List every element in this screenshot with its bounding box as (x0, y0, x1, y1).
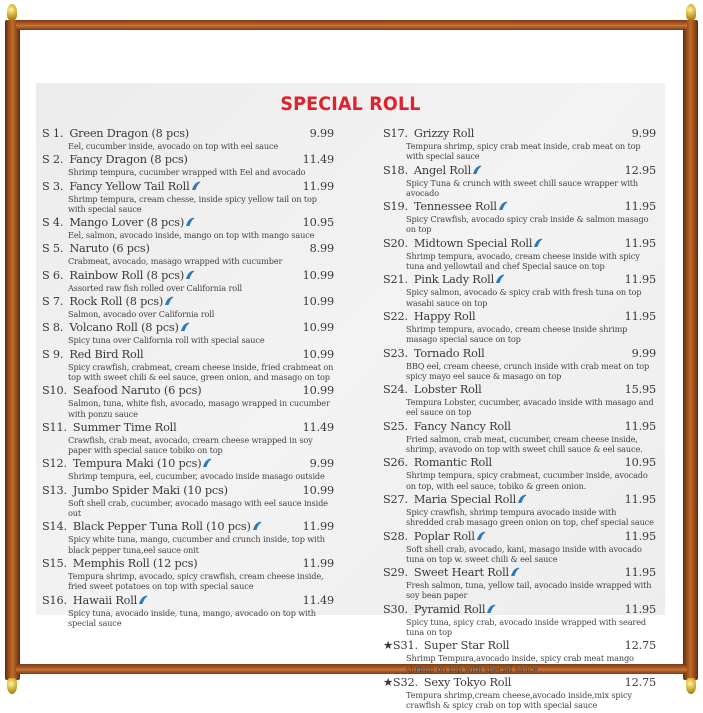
menu-item-number: S13. (42, 483, 67, 497)
menu-item-description: Fried salmon, crab meat, cucumber, cream cheese inside, shrimp, avavodo on top with sweet chill sauce & eel sauce. (406, 433, 643, 455)
menu-item-number: S20. (383, 236, 408, 250)
menu-item-price: 11.49 (302, 593, 334, 607)
menu-item-name (414, 164, 625, 178)
menu-item (383, 127, 656, 162)
menu-item-name (69, 153, 302, 167)
menu-item-header (383, 639, 656, 653)
menu-item-number: S12. (42, 457, 67, 471)
menu-item-description: Shrimp tempura, avocado, cream cheese inside with spicy tuna and yellowtail and chef Special sauce on top (406, 250, 640, 272)
menu-item-number: S26. (383, 456, 408, 470)
raw-fish-icon (185, 270, 195, 280)
menu-item-number: S21. (383, 273, 408, 287)
menu-item (42, 594, 334, 629)
menu-item-number: ★S32. (383, 675, 418, 689)
menu-item-name-text: Fancy Nancy Roll (413, 419, 511, 433)
menu-item-description: Soft shell crab, cucumber, avocado masago with eel sauce inside out (68, 497, 328, 519)
menu-item-name (414, 603, 625, 617)
menu-item-name (73, 457, 310, 471)
menu-item-description: Eel, cucumber inside, avocado on top with eel sauce (68, 141, 279, 151)
menu-item-name-text: Sweet Heart Roll (413, 566, 509, 580)
raw-fish-icon (472, 165, 482, 175)
menu-item-price: 10.99 (302, 321, 334, 335)
menu-item-price: 8.99 (309, 242, 334, 256)
menu-item-name (414, 237, 625, 251)
menu-item (42, 269, 334, 293)
menu-item-header (42, 594, 334, 608)
menu-item-description: Spicy Crawfish, avocado spicy crab inside & salmon masago on top (406, 214, 649, 235)
menu-item (383, 420, 656, 455)
menu-item-description: Crawfish, crab meat, avocado, crearn cheese wrapped in soy paper with special sauce tobiko on top (68, 434, 313, 456)
menu-item-header (383, 347, 656, 361)
menu-item-name (414, 127, 632, 141)
menu-item-header (383, 420, 656, 434)
menu-item-description: Shrimp tempura, eel, cucumber, avocado inside masago outside (68, 471, 325, 482)
menu-item-name-text: Tempura Maki (10 pcs) (72, 457, 202, 471)
menu-item-name-text: Hawaii Roll (72, 593, 138, 607)
menu-item-name-text: Jumbo Spider Maki (10 pcs) (72, 483, 228, 497)
menu-item-price: 11.95 (624, 419, 656, 433)
menu-item-name-text: Naruto (6 pcs) (69, 242, 150, 256)
menu-item-number: S28. (383, 529, 408, 543)
menu-item-description: Eel, salmon, avocado inside, mango on top with mango sauce (68, 230, 315, 241)
menu-item-name (73, 520, 303, 534)
menu-item-number: S23. (383, 346, 408, 360)
menu-item-name-text: Lobster Roll (413, 383, 482, 397)
menu-item-number: S19. (383, 200, 408, 214)
menu-item-price: 11.95 (624, 602, 656, 616)
menu-item-name-text: Rainbow Roll (8 pcs) (69, 268, 185, 282)
menu-item-number: S11. (42, 420, 67, 434)
menu-item (42, 457, 334, 481)
menu-item-description: Spicy tuna over California roll with special sauce (68, 335, 265, 346)
menu-item-header (42, 153, 334, 167)
raw-fish-icon (185, 217, 195, 227)
menu-item-description: Spicy crawfish, crabmeat, cream cheese inside, fried crabmeat on top with sweet chili & eel sauce, green onion, and masago on top (68, 361, 334, 382)
menu-item-price: 11.95 (624, 200, 656, 214)
menu-item-header (42, 180, 334, 194)
menu-item-header (42, 295, 334, 309)
raw-fish-icon (180, 322, 190, 332)
menu-item-number: S 8. (42, 321, 64, 335)
menu-item-number: S22. (383, 309, 408, 323)
menu-item (383, 676, 656, 711)
menu-item-price: 11.99 (302, 520, 334, 534)
menu-item-number: S10. (42, 384, 67, 398)
menu-item-header (383, 200, 656, 214)
menu-item (42, 295, 334, 319)
menu-item-name (414, 493, 625, 507)
menu-item-description: Tempura shrimp,cream cheese,avocado inside,mix spicy crawfish & spicy crab on top with special sauce (406, 689, 632, 711)
menu-item-number: S15. (42, 556, 67, 570)
menu-item-number: S25. (383, 419, 408, 433)
menu-item-header (42, 242, 334, 256)
menu-item-description: Crabmeat, avocado, masago wrapped with cucumber (68, 256, 283, 267)
menu-item-number: S30. (383, 602, 408, 616)
menu-item-name-text: Pink Lady Roll (413, 273, 495, 287)
menu-item-number: S 4. (42, 216, 64, 230)
menu-item-price: 10.99 (302, 268, 334, 282)
menu-item-price: 11.99 (302, 556, 334, 570)
menu-item-price: 12.75 (624, 675, 656, 689)
menu-item (383, 603, 656, 638)
menu-item-name-text: Green Dragon (8 pcs) (69, 127, 190, 140)
menu-item (42, 384, 334, 419)
menu-item-description: Spicy tuna, spicy crab, avocado inside wrapped with seared tuna on top (406, 616, 646, 638)
menu-item-description: Spicy crawfish, shrimp tempura avocado inside with shredded crab masago green onion on top, chef special sauce (406, 506, 654, 528)
menu-item-price: 10.99 (302, 347, 334, 361)
menu-item-price: 11.95 (624, 273, 656, 287)
menu-item (42, 180, 334, 215)
menu-item-header (383, 530, 656, 544)
menu-item (42, 557, 334, 592)
menu-item-description: Shrimp tempura, cucumber wrapped with Eel and avocado (68, 167, 306, 178)
menu-item (383, 347, 656, 382)
menu-item-name (424, 676, 625, 690)
menu-item-description: Salmon, avocado over California roll (68, 309, 215, 320)
brass-finial-top-right (686, 4, 696, 20)
menu-item-number: S17. (383, 127, 408, 140)
raw-fish-icon (252, 521, 262, 531)
raw-fish-icon (164, 296, 174, 306)
menu-item (383, 310, 656, 345)
menu-item-name-text: Seafood Naruto (6 pcs) (72, 384, 202, 398)
menu-item-header (42, 321, 334, 335)
menu-item-header (42, 457, 334, 471)
menu-item-price: 9.99 (631, 346, 656, 360)
menu-item-name (414, 566, 625, 580)
menu-item-price: 11.95 (624, 492, 656, 506)
menu-item-price: 11.95 (624, 566, 656, 580)
menu-item-name (414, 310, 625, 324)
menu-item-name (73, 557, 303, 571)
menu-item-description: Shrimp tempura, cream chesse, inside spicy yellow tail on top with special sauce (68, 193, 317, 214)
menu-item (42, 484, 334, 519)
brass-finial-bottom-left (7, 678, 17, 694)
menu-item-name (69, 348, 302, 362)
menu-item-name (69, 127, 309, 141)
menu-item-name-text: Poplar Roll (413, 529, 475, 543)
wooden-frame-right-pole (683, 20, 698, 680)
menu-item (42, 127, 334, 151)
menu-item-number: S16. (42, 593, 67, 607)
menu-item-number: S 1. (42, 127, 64, 140)
menu-item-name-text: Grizzy Roll (413, 127, 475, 140)
menu-item-name-text: Rock Roll (8 pcs) (69, 295, 164, 309)
menu-item-number: S27. (383, 492, 408, 506)
menu-item-description: Salmon, tuna, white fish, avocado, masago wrapped in cucumber with ponzu sauce (68, 398, 330, 419)
menu-item-number: ★S31. (383, 639, 418, 653)
menu-item-description: Shrimp tempura, avocado, cream cheese inside shrimp masago special sauce on top (406, 323, 628, 345)
menu-right-column (383, 127, 656, 713)
menu-item (383, 273, 656, 308)
menu-item-header (42, 384, 334, 398)
brass-finial-top-left (7, 4, 17, 20)
menu-item (383, 639, 656, 674)
menu-item-price: 10.99 (302, 295, 334, 309)
menu-item-header (42, 216, 334, 230)
menu-item-price: 9.99 (309, 457, 334, 471)
menu-item-name-text: Summer Time Roll (72, 420, 177, 434)
brass-finial-bottom-right (686, 678, 696, 694)
menu-item (383, 493, 656, 528)
menu-item-price: 10.95 (302, 216, 334, 230)
menu-item-header (383, 383, 656, 397)
menu-item-header (42, 269, 334, 283)
menu-item-description: Fresh salmon, tuna, yellow tail, avocado inside wrapped with soy bean paper (406, 580, 652, 601)
menu-item-price: 10.99 (302, 384, 334, 398)
menu-item (383, 200, 656, 235)
menu-item-description: Spicy Tuna & crunch with sweet chill sauce wrapper with avocado (406, 177, 639, 198)
menu-item-header (383, 237, 656, 251)
menu-item-header (42, 348, 334, 362)
raw-fish-icon (191, 181, 201, 191)
menu-item-name (414, 530, 625, 544)
menu-item (42, 421, 334, 456)
menu-item-name-text: Fancy Yellow Tail Roll (69, 179, 190, 193)
menu-item-name (69, 180, 302, 194)
menu-item-name-text: Angel Roll (413, 163, 471, 177)
menu-item-name-text: Red Bird Roll (69, 347, 144, 361)
menu-item-description: BBQ eel, cream cheese, crunch inside with crab meat on top spicy mayo eel sauce & masago on top (406, 360, 650, 381)
menu-item-price: 11.49 (302, 153, 334, 167)
menu-item-header (383, 493, 656, 507)
menu-item-header (383, 310, 656, 324)
raw-fish-icon (517, 494, 527, 504)
menu-item (42, 321, 334, 345)
menu-item-number: S29. (383, 566, 408, 580)
raw-fish-icon (498, 201, 508, 211)
menu-item-description: Shrimp Tempura,avocado inside, spicy crab meat mango shrimp on top with special sauce (406, 653, 634, 674)
menu-item-name (414, 383, 625, 397)
menu-item-number: S 5. (42, 242, 64, 256)
menu-item-header (383, 456, 656, 470)
menu-item-price: 12.95 (624, 163, 656, 177)
menu-item-header (42, 484, 334, 498)
menu-item-description: Soft shell crab, avocado, kani, masago inside with avocado tuna on top w. sweet chili & eel sauce (406, 543, 642, 564)
menu-item-name-text: Memphis Roll (12 pcs) (72, 556, 198, 570)
menu-item-name (424, 639, 625, 653)
menu-item (383, 566, 656, 601)
menu-item-price: 12.75 (624, 639, 656, 653)
menu-item-price: 11.95 (624, 236, 656, 250)
raw-fish-icon (533, 238, 543, 248)
menu-item-price: 11.49 (302, 420, 334, 434)
menu-item-name-text: Tornado Roll (413, 346, 485, 360)
raw-fish-icon (202, 458, 212, 468)
menu-item-number: S 7. (42, 295, 64, 309)
menu-item-name-text: Midtown Special Roll (413, 236, 533, 250)
menu-item-header (42, 127, 334, 141)
menu-item-name-text: Super Star Roll (423, 639, 510, 653)
menu-item-name (69, 295, 302, 309)
wooden-frame-top-bar (16, 20, 687, 30)
menu-item (42, 242, 334, 266)
menu-item-number: S24. (383, 383, 408, 397)
menu-item-name (414, 420, 625, 434)
menu-item-name (414, 200, 625, 214)
raw-fish-icon (476, 531, 486, 541)
menu-item (42, 520, 334, 555)
menu-item-header (42, 421, 334, 435)
menu-item-number: S18. (383, 163, 408, 177)
menu-item-price: 11.95 (624, 309, 656, 323)
raw-fish-icon (510, 567, 520, 577)
menu-item (383, 456, 656, 491)
menu-item (383, 237, 656, 272)
menu-item-price: 9.99 (631, 127, 656, 140)
menu-item-name (69, 321, 302, 335)
menu-item-header (42, 520, 334, 534)
menu-item-header (383, 676, 656, 690)
menu-item-header (383, 164, 656, 178)
menu-item-number: S 3. (42, 179, 64, 193)
menu-item-price: 10.95 (624, 456, 656, 470)
menu-item-name (414, 273, 625, 287)
menu-item-name-text: Pyramid Roll (413, 602, 486, 616)
menu-item-description: Shrimp tempura, spicy crabmeat, cucumber inside, avocado on top, with eel sauce, tobiko & green onion. (406, 470, 648, 491)
menu-item-number: S 2. (42, 153, 64, 167)
menu-item (42, 153, 334, 177)
menu-item-name-text: Happy Roll (413, 309, 476, 323)
menu-item-description: Spicy white tuna, mango, cucumber and crunch inside, top with black pepper tuna,eel sauce onit (68, 534, 325, 555)
menu-item-name (69, 269, 302, 283)
menu-item-description: Assorted raw fish rolled over California roll (68, 282, 242, 293)
menu-item-name-text: Black Pepper Tuna Roll (10 pcs) (72, 520, 251, 534)
menu-panel (36, 83, 665, 711)
menu-item (383, 383, 656, 418)
menu-item-number: S 6. (42, 268, 64, 282)
menu-item-name (73, 384, 303, 398)
menu-title: SPECIAL ROLL (280, 93, 421, 115)
menu-item-name (73, 421, 303, 435)
menu-item-name (73, 594, 303, 608)
menu-item-header (42, 557, 334, 571)
menu-item-price: 11.99 (302, 179, 334, 193)
raw-fish-icon (486, 604, 496, 614)
menu-item (42, 348, 334, 383)
menu-item-name (414, 347, 632, 361)
menu-item-price: 10.99 (302, 483, 334, 497)
menu-item-header (383, 273, 656, 287)
menu-item-name-text: Romantic Roll (413, 456, 492, 470)
menu-item-name (414, 456, 625, 470)
menu-item-header (383, 603, 656, 617)
menu-item-price: 11.95 (624, 529, 656, 543)
menu-item-name-text: Sexy Tokyo Roll (423, 675, 512, 689)
menu-item-description: Tempura Lobster, cucumber, avacado inside with masago and eel sauce on top (406, 397, 654, 418)
menu-item-name-text: Fancy Dragon (8 pcs) (69, 153, 188, 167)
menu-left-column (42, 127, 334, 630)
menu-item-number: S14. (42, 520, 67, 534)
menu-item-number: S 9. (42, 347, 64, 361)
menu-item-name-text: Tennessee Roll (413, 200, 497, 214)
menu-item-name (73, 484, 303, 498)
raw-fish-icon (495, 274, 505, 284)
wooden-frame-left-pole (5, 20, 20, 680)
menu-item (383, 530, 656, 565)
menu-item-description: Spicy salmon, avocado & spicy crab with fresh tuna on top wasabi sauce on top (406, 287, 642, 308)
menu-item-price: 9.99 (309, 127, 334, 140)
raw-fish-icon (138, 595, 148, 605)
menu-item-name-text: Mango Lover (8 pcs) (69, 216, 185, 230)
menu-item-description: Tempura shrimp, avocado, spicy crawfish, cream cheese inside, fried sweet potatoes on top with special sauce (68, 570, 324, 592)
menu-item-header (383, 566, 656, 580)
menu-item-description: Tempura shrimp, spicy crab meat inside, crab meat on top with special sauce (406, 141, 641, 162)
menu-item-name (69, 242, 309, 256)
menu-item-name (69, 216, 302, 230)
menu-item-description: Spicy tuna, avocado inside, tuna, mango, avocado on top with special sauce (68, 607, 316, 628)
menu-item-name-text: Volcano Roll (8 pcs) (69, 321, 179, 335)
menu-item (42, 216, 334, 240)
menu-item-price: 15.95 (624, 383, 656, 397)
menu-item-name-text: Maria Special Roll (413, 492, 517, 506)
menu-item (383, 164, 656, 199)
menu-item-header (383, 127, 656, 141)
